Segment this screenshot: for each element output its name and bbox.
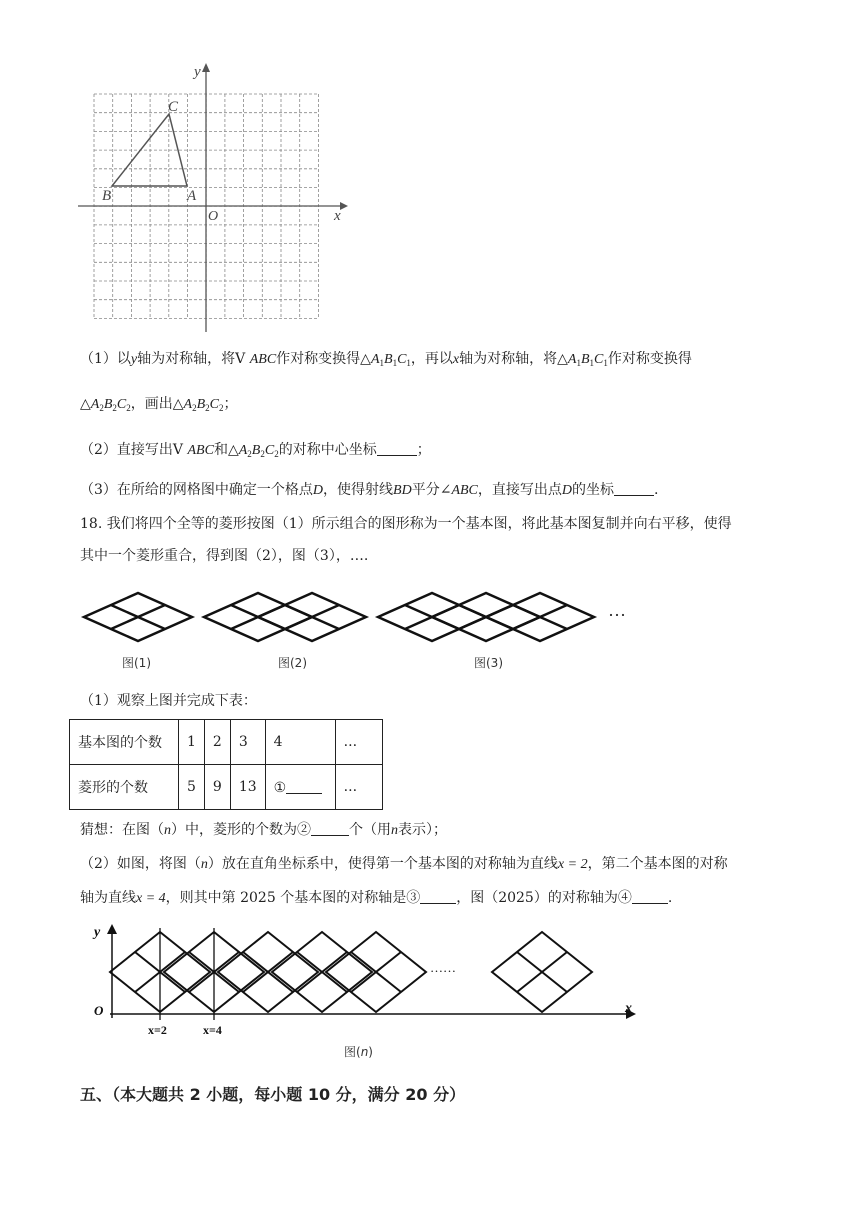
table-cell: 2 [204,720,230,765]
y-axis-arrow [107,924,117,934]
table-cell: 9 [204,765,230,810]
y-axis-arrow [202,63,210,72]
caption-fig3: 图(3) [474,656,503,670]
label-a: A [187,188,197,204]
rhombus-basic-fig1 [84,593,192,641]
y-label: y [94,925,101,940]
table-cell: 4 [265,720,335,765]
q17-blank-center[interactable] [377,441,417,456]
caption-fig2: 图(2) [278,656,307,670]
q18-blank-3[interactable] [420,889,456,904]
figure-n-basic [218,932,318,1012]
q18-blank-2[interactable] [311,821,349,836]
figure-n-dots: …… [430,960,456,975]
q17-blank-point-d[interactable] [614,481,654,496]
label-c: C [168,99,179,115]
x-label: x [625,1001,632,1016]
q18-intro-line2: 其中一个菱形重合，得到图（2），图（3），…. [80,548,369,564]
q17-part1-line2: $\triangle A_2B_2C_2$，画出$\triangle A_2B_2C_2$； [80,396,238,413]
q17-part2: （2）直接写出V ABC和$\triangle A_2B_2C_2$的对称中心坐标 ； [80,442,431,459]
figure-n-basic [272,932,372,1012]
q17-part3: （3）在所给的网格图中确定一个格点D，使得射线BD平分∠ABC，直接写出点D的坐标 . [80,482,659,498]
table-row [70,720,383,765]
table-cell: 3 [230,720,265,765]
label-b: B [102,188,112,204]
table-cell: ... [335,720,382,765]
q18-part1: （1）观察上图并完成下表： [80,693,257,709]
label-x4: x=4 [203,1023,222,1037]
q18-intro-line1: 18. 我们将四个全等的菱形按图（1）所示组合的图形称为一个基本图，将此基本图复制并向右平移，使得 [80,516,732,532]
table-cell: ... [335,765,382,810]
table-cell: 13 [230,765,265,810]
table-cell: 1 [179,720,205,765]
table-header-basic: 基本图的个数 [70,720,179,765]
coordinate-grid-figure [70,60,360,340]
q18-guess: 猜想：在图（n）中，菱形的个数为② 个（用n表示）； [80,822,447,838]
table-header-rhombus: 菱形的个数 [70,765,179,810]
q18-part2-line1: （2）如图，将图（n）放在直角坐标系中，使得第一个基本图的对称轴为直线x = 2，第二个基本图的对称 [80,856,728,872]
label-x2: x=2 [148,1023,167,1037]
figure-n-basic [326,932,426,1012]
origin-label: O [94,1003,104,1018]
table-cell: 5 [179,765,205,810]
figure-n-basic-last [492,932,592,1012]
figure-n-axes [80,918,650,1068]
q17-part1-line1: （1）以y轴为对称轴，将V ABC作对称变换得$\triangle A_1B_1C_1$，再以x轴为对称轴，将$\triangle A_1B_1C_1$作对称变换得 [80,351,692,368]
q18-blank-4[interactable] [632,889,668,904]
table-row [70,765,383,810]
rhombus-figures [80,585,640,675]
y-axis-label: y [194,64,201,80]
x-axis-arrow [340,202,348,210]
origin-label: O [208,209,219,224]
caption-fig1: 图(1) [122,656,151,670]
x-axis-label: x [334,208,341,224]
figures-ellipsis: ··· [608,605,626,625]
q18-part2-line2: 轴为直线x = 4，则其中第 2025 个基本图的对称轴是③ ，图（2025）的对称轴为④ . [80,890,673,906]
caption-fig-n: 图(n) [344,1045,373,1059]
table-cell-blank[interactable]: ① [265,765,335,810]
rhombus-count-table [69,719,383,810]
section-five-heading: 五、（本大题共 2 小题，每小题 10 分，满分 20 分） [80,1085,466,1104]
